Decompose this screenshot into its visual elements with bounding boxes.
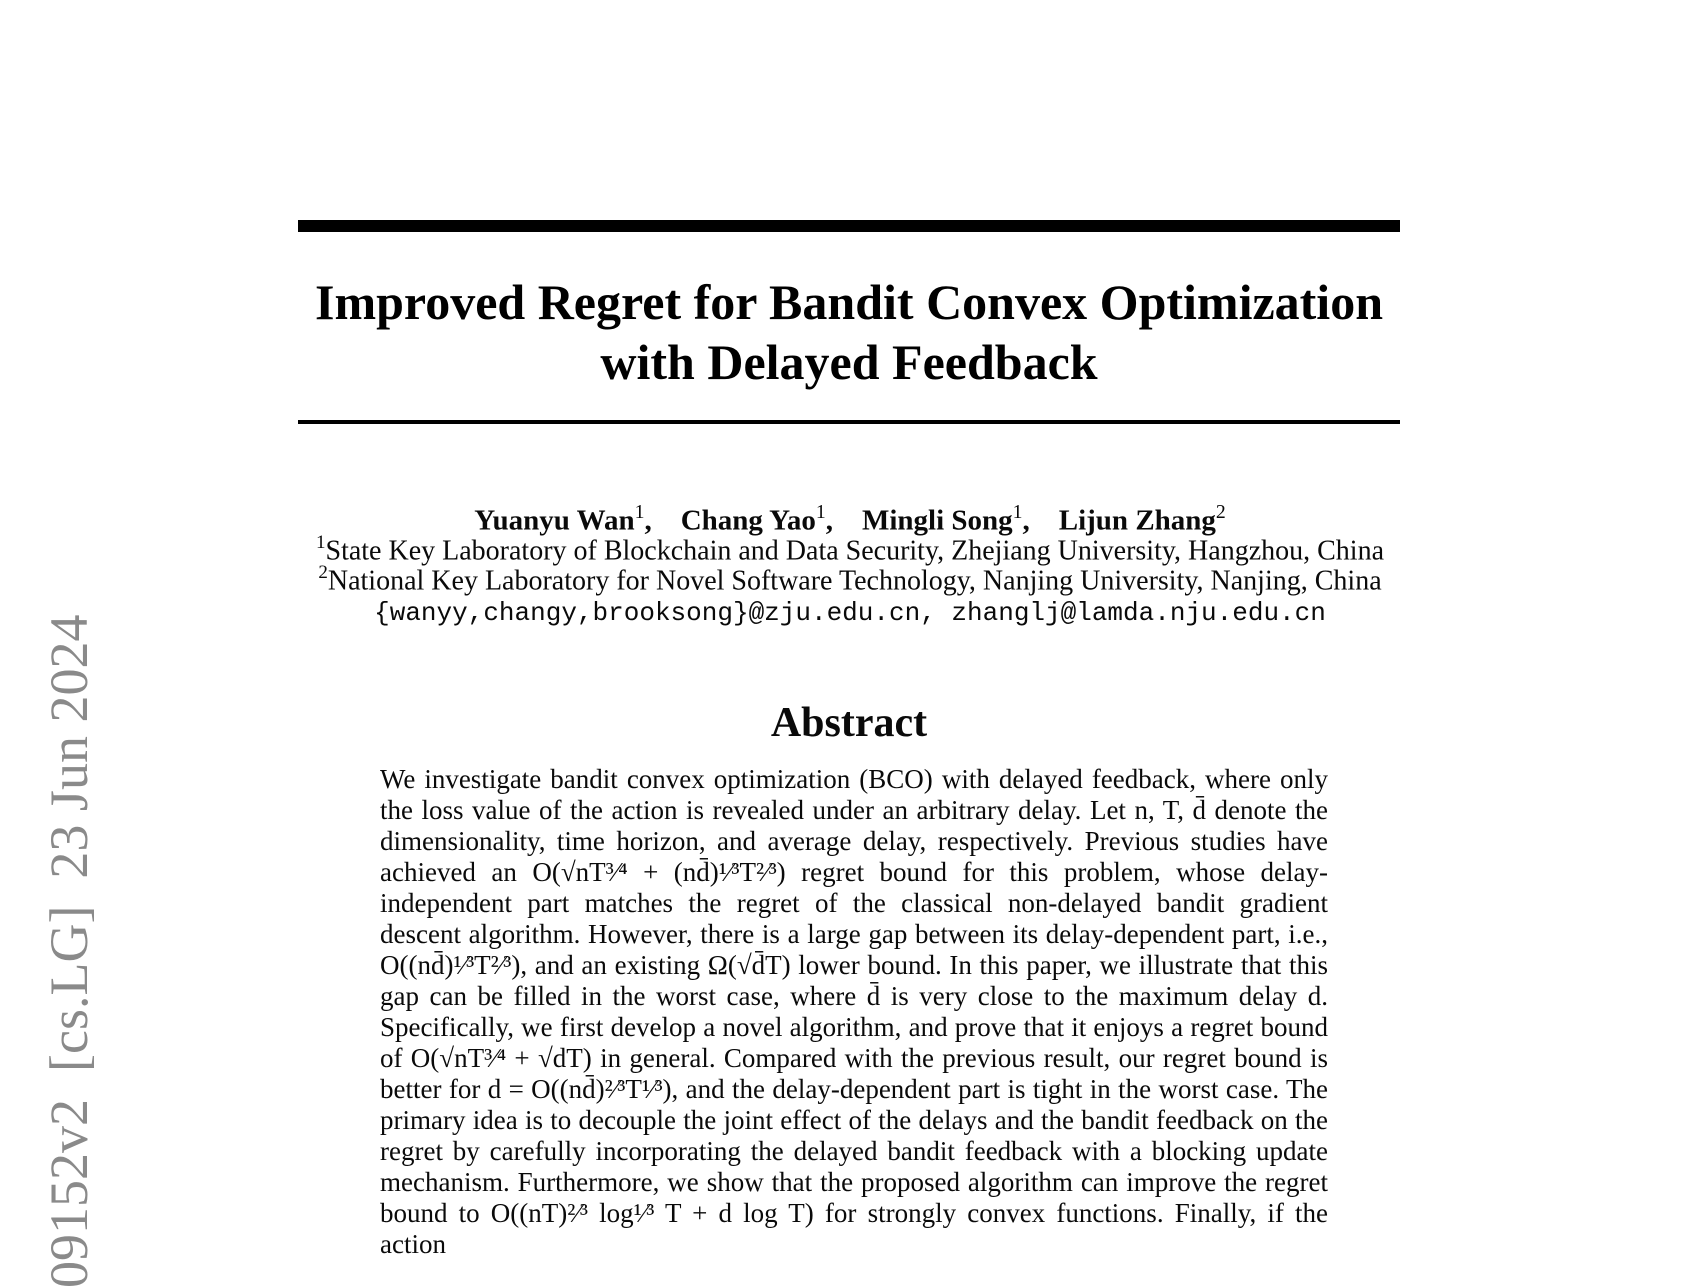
author-name: Lijun Zhang: [1058, 504, 1216, 537]
affiliation-line: [150, 559, 1550, 596]
emails-line: {wanyy,changy,brooksong}@zju.edu.cn, zhanglj@lamda.nju.edu.cn: [374, 598, 1326, 628]
author-separator: ,: [1022, 504, 1059, 537]
author-separator: ,: [644, 504, 681, 537]
author-affiliation-mark: 1: [634, 501, 645, 524]
author-affiliation-mark: 1: [1012, 501, 1023, 524]
author-affiliation-mark: 1: [815, 501, 826, 524]
affiliation-text: National Key Laboratory for Novel Software Technology, Nanjing University, Nanjing, China: [327, 565, 1382, 597]
paper-title: [298, 272, 1400, 392]
affiliation-text: State Key Laboratory of Blockchain and Data Security, Zhejiang University, Hangzhou, China: [325, 535, 1385, 567]
author-name: Yuanyu Wan: [474, 504, 635, 537]
abstract-heading: Abstract: [770, 700, 928, 746]
paper-title-line1: Improved Regret for Bandit Convex Optimization: [314, 274, 1384, 330]
title-rule-top: [298, 220, 1400, 232]
author-name: Mingli Song: [861, 504, 1013, 537]
affiliation-mark: 2: [318, 562, 328, 584]
author-name: Chang Yao: [680, 504, 816, 537]
affiliation-mark: 1: [315, 532, 326, 554]
paper-title-line2: with Delayed Feedback: [600, 334, 1098, 390]
author-separator: ,: [825, 504, 862, 537]
abstract-body: We investigate bandit convex optimization (BCO) with delayed feedback, where only the loss value of the action is revealed under an arbitrary delay. Let n, T, d̄ denote the dimensionality, time horizon, and average delay, respectively. Previous studies have achieved an O(√nT³⁄⁴ + (nd̄)¹⁄³T²⁄³) regret bound for this problem, whose delay-independent part matches the regret of the classical non-delayed bandit gradient descent algorithm. However, there is a large gap between its delay-dependent part, i.e., O((nd̄)¹⁄³T²⁄³), and an existing Ω(√d̄T) lower bound. In this paper, we illustrate that this gap can be filled in the worst case, where d̄ is very close to the maximum delay d. Specifically, we first develop a novel algorithm, and prove that it enjoys a regret bound of O(√nT³⁄⁴ + √dT) in general. Compared with the previous result, our regret bound is better for d = O((nd̄)²⁄³T¹⁄³), and the delay-dependent part is tight in the worst case. The primary idea is to decouple the joint effect of the delays and the bandit feedback on the regret by carefully incorporating the delayed bandit feedback with a blocking update mechanism. Furthermore, we show that the proposed algorithm can improve the regret bound to O((nT)²⁄³ log¹⁄³ T + d log T) for strongly convex functions. Finally, if the action: [380, 764, 1328, 1259]
title-rule-bottom: [298, 420, 1400, 424]
author-affiliation-mark: 2: [1215, 501, 1226, 524]
arxiv-stamp: 09152v2 [cs.LG] 23 Jun 2024: [39, 614, 99, 1288]
